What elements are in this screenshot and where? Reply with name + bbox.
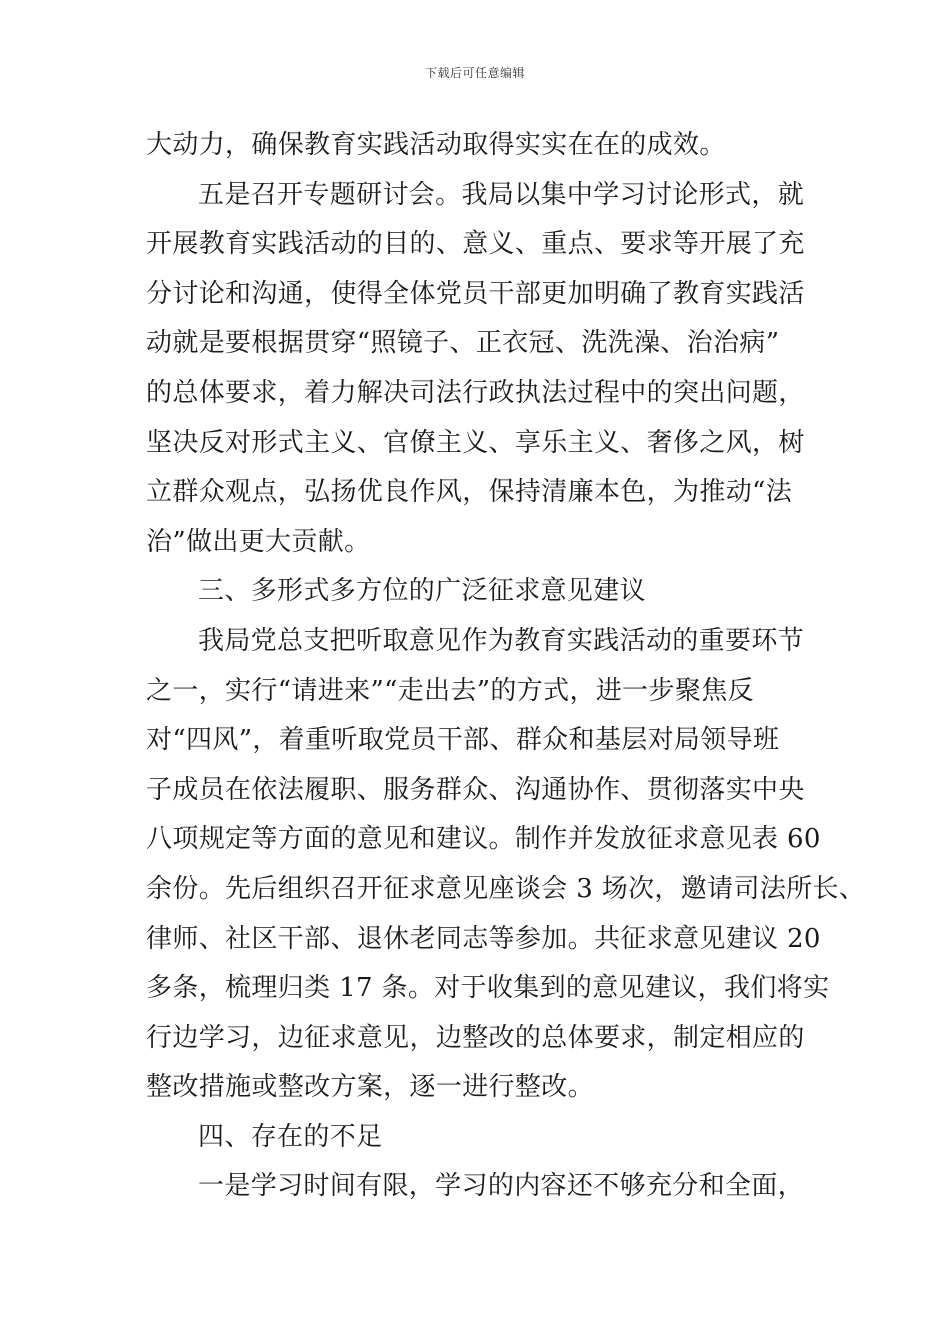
page-header: 下载后可任意编辑	[424, 66, 525, 80]
document-body	[146, 121, 866, 1212]
text-line: 治”做出更大贡献。	[146, 526, 371, 557]
text-line: 大动力，确保教育实践活动取得实实在在的成效。	[146, 130, 726, 160]
text-line: 我局党总支把听取意见作为教育实践活动的重要环节	[198, 625, 805, 656]
section-heading: 三、多形式多方位的广泛征求意见建议	[198, 576, 646, 607]
text-line: 律师、社区干部、退休老同志等参加。共征求意见建议 20	[146, 923, 821, 954]
text-line: 的总体要求，着力解决司法行政执法过程中的突出问题，	[146, 377, 805, 408]
text-line: 整改措施或整改方案，逐一进行整改。	[146, 1072, 594, 1103]
section-heading: 四、存在的不足	[198, 1121, 383, 1152]
text-line: 八项规定等方面的意见和建议。制作并发放征求意见表 60	[146, 824, 821, 855]
text-line: 之一，实行“请进来”“走出去”的方式，进一步聚焦反	[146, 675, 754, 706]
text-line: 立群众观点，弘扬优良作风，保持清廉本色，为推动“法	[146, 477, 793, 508]
text-line: 对“四风”，着重听取党员干部、群众和基层对局领导班	[146, 725, 780, 756]
text-line: 一是学习时间有限，学习的内容还不够充分和全面，	[198, 1171, 805, 1202]
text-line: 分讨论和沟通，使得全体党员干部更加明确了教育实践活	[146, 278, 805, 309]
text-line: 子成员在依法履职、服务群众、沟通协作、贯彻落实中央	[146, 774, 805, 805]
text-line: 开展教育实践活动的目的、意义、重点、要求等开展了充	[146, 229, 805, 260]
text-line: 坚决反对形式主义、官僚主义、享乐主义、奢侈之风，树	[146, 427, 805, 458]
text-line: 五是召开专题研讨会。我局以集中学习讨论形式，就	[198, 179, 805, 210]
text-line: 动就是要根据贯穿“照镜子、正衣冠、洗洗澡、治治病”	[146, 328, 780, 359]
text-line: 行边学习，边征求意见，边整改的总体要求，制定相应的	[146, 1022, 805, 1053]
text-line: 余份。先后组织召开征求意见座谈会 3 场次，邀请司法所长、	[146, 873, 866, 904]
text-line: 多条，梳理归类 17 条。对于收集到的意见建议，我们将实	[146, 973, 830, 1004]
